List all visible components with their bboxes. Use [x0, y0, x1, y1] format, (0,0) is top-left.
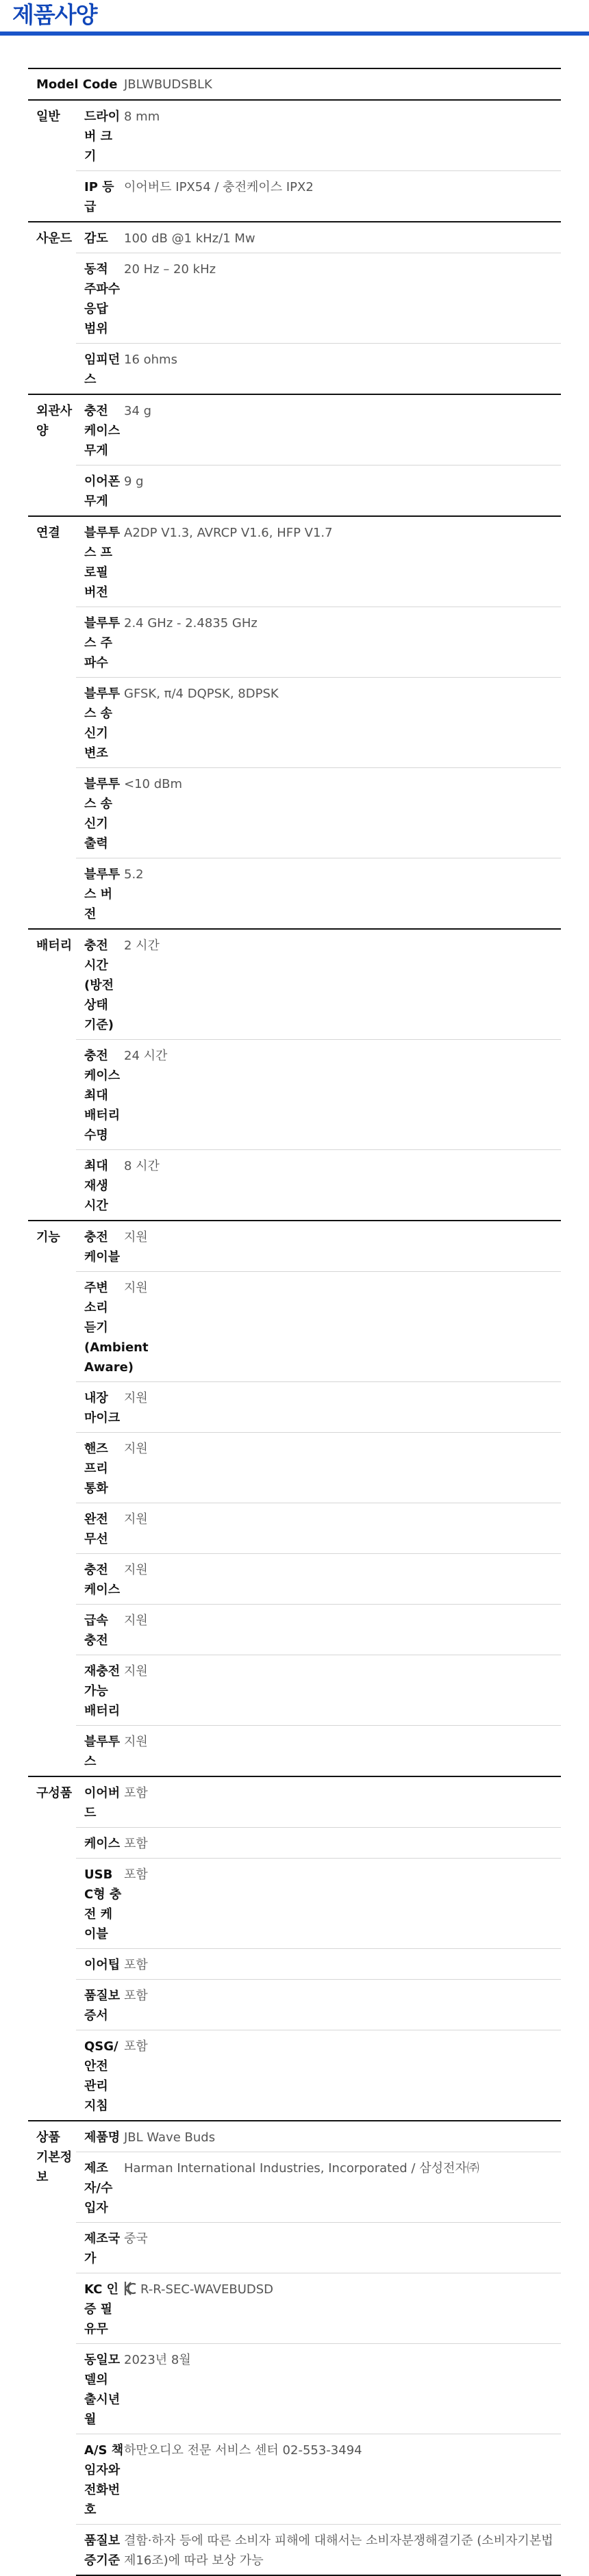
- spec-value: 2 시간: [124, 929, 561, 1040]
- spec-label: 이어버드: [76, 1776, 124, 1828]
- spec-category: 연결: [28, 516, 76, 929]
- spec-value: 지원: [124, 1605, 561, 1655]
- spec-row-model-code: [28, 68, 561, 100]
- spec-value: 포함: [124, 1776, 561, 1828]
- spec-row: [28, 1272, 561, 1382]
- spec-category: 상품 기본정보: [28, 2121, 76, 2575]
- spec-value: 8 시간: [124, 1150, 561, 1221]
- spec-value: JBLWBUDSBLK: [124, 68, 561, 100]
- spec-label: 동적 주파수 응답 범위: [76, 253, 124, 344]
- spec-row: [28, 1859, 561, 1949]
- spec-row: [28, 1980, 561, 2030]
- spec-row: [28, 516, 561, 607]
- spec-value: 34 g: [124, 394, 561, 466]
- spec-row: [28, 929, 561, 1040]
- spec-row: [28, 100, 561, 171]
- spec-label: USB C형 충전 케이블: [76, 1859, 124, 1949]
- spec-value: 24 시간: [124, 1040, 561, 1150]
- spec-row: [28, 768, 561, 858]
- spec-value: [124, 2273, 561, 2344]
- spec-value: <10 dBm: [124, 768, 561, 858]
- spec-label: 내장 마이크: [76, 1382, 124, 1433]
- spec-label: 완전 무선: [76, 1503, 124, 1554]
- spec-value: GFSK, π/4 DQPSK, 8DPSK: [124, 678, 561, 768]
- spec-row: [28, 1382, 561, 1433]
- spec-label: 이어팁: [76, 1949, 124, 1980]
- spec-value: 지원: [124, 1272, 561, 1382]
- spec-row: [28, 607, 561, 678]
- spec-row: [28, 466, 561, 517]
- spec-row: [28, 678, 561, 768]
- spec-label: 블루투스 송신기 변조: [76, 678, 124, 768]
- spec-category: 구성품: [28, 1776, 76, 2121]
- spec-value: 포함: [124, 2030, 561, 2121]
- spec-category: 외관사양: [28, 394, 76, 516]
- page-title: 제품사양: [12, 1, 97, 28]
- spec-label: KC 인증 필 유무: [76, 2273, 124, 2344]
- spec-row: [28, 2223, 561, 2273]
- spec-value: JBL Wave Buds: [124, 2121, 561, 2152]
- spec-label: 재충전 가능 배터리: [76, 1655, 124, 1726]
- spec-row: [28, 171, 561, 222]
- spec-category: 사운드: [28, 222, 76, 394]
- spec-value: Harman International Industries, Incorporated / 삼성전자㈜: [124, 2152, 561, 2223]
- spec-label: 제조국가: [76, 2223, 124, 2273]
- spec-row: [28, 1433, 561, 1503]
- spec-row: [28, 2525, 561, 2576]
- spec-value: 8 mm: [124, 100, 561, 171]
- spec-category: 일반: [28, 100, 76, 222]
- spec-label: IP 등급: [76, 171, 124, 222]
- spec-value: 2.4 GHz - 2.4835 GHz: [124, 607, 561, 678]
- spec-label: 블루투스 프로필 버전: [76, 516, 124, 607]
- spec-value: 포함: [124, 1859, 561, 1949]
- spec-value: 100 dB @1 kHz/1 Mw: [124, 222, 561, 253]
- spec-row: [28, 1554, 561, 1605]
- spec-label: 충전 케이스: [76, 1554, 124, 1605]
- spec-value: 지원: [124, 1655, 561, 1726]
- spec-label: Model Code: [28, 68, 124, 100]
- spec-value: 결함·하자 등에 따른 소비자 피해에 대해서는 소비자분쟁해결기준 (소비자기본법 제16조)에 따라 보상 가능: [124, 2525, 561, 2576]
- spec-label: 블루투스 송신기 출력: [76, 768, 124, 858]
- spec-value: 지원: [124, 1382, 561, 1433]
- spec-row: [28, 1776, 561, 1828]
- spec-value: 지원: [124, 1221, 561, 1272]
- spec-value: 포함: [124, 1980, 561, 2030]
- spec-row: [28, 2121, 561, 2152]
- spec-row: [28, 1040, 561, 1150]
- spec-value: 이어버드 IPX54 / 충전케이스 IPX2: [124, 171, 561, 222]
- spec-value: 지원: [124, 1726, 561, 1777]
- spec-value: 2023년 8월: [124, 2344, 561, 2434]
- spec-value: 9 g: [124, 466, 561, 517]
- kc-certification-number: R-R-SEC-WAVEBUDSD: [140, 2282, 274, 2297]
- spec-label: 품질보증서: [76, 1980, 124, 2030]
- spec-label: 주변 소리 듣기(Ambient Aware): [76, 1272, 124, 1382]
- spec-label: 드라이버 크기: [76, 100, 124, 171]
- spec-label: QSG/안전 관리 지침: [76, 2030, 124, 2121]
- spec-label: 블루투스 주파수: [76, 607, 124, 678]
- spec-value: 16 ohms: [124, 344, 561, 395]
- spec-row: [28, 1221, 561, 1272]
- spec-row: [28, 2030, 561, 2121]
- page-header: [0, 0, 589, 36]
- spec-row: [28, 2344, 561, 2434]
- spec-label: 충전 케이스 무게: [76, 394, 124, 466]
- spec-row: [28, 1503, 561, 1554]
- spec-label: A/S 책임자와 전화번호: [76, 2434, 124, 2525]
- spec-value: A2DP V1.3, AVRCP V1.6, HFP V1.7: [124, 516, 561, 607]
- spec-label: 핸즈 프리 통화: [76, 1433, 124, 1503]
- spec-row: [28, 253, 561, 344]
- spec-label: 급속 충전: [76, 1605, 124, 1655]
- spec-value: 중국: [124, 2223, 561, 2273]
- spec-row: [28, 1655, 561, 1726]
- spec-row: [28, 2152, 561, 2223]
- spec-row: [28, 2273, 561, 2344]
- spec-label: 충전 시간(방전 상태 기준): [76, 929, 124, 1040]
- spec-label: 동일모델의 출시년월: [76, 2344, 124, 2434]
- spec-row: [28, 2434, 561, 2525]
- spec-value: 포함: [124, 1828, 561, 1859]
- spec-value: 지원: [124, 1433, 561, 1503]
- spec-label: 블루투스 버전: [76, 858, 124, 930]
- spec-label: 임피던스: [76, 344, 124, 395]
- spec-label: 블루투스: [76, 1726, 124, 1777]
- spec-label: 충전 케이블: [76, 1221, 124, 1272]
- spec-category: 기능: [28, 1221, 76, 1776]
- spec-value: 5.2: [124, 858, 561, 930]
- spec-label: 제조자/수입자: [76, 2152, 124, 2223]
- spec-label: 케이스: [76, 1828, 124, 1859]
- spec-value: 20 Hz – 20 kHz: [124, 253, 561, 344]
- spec-row: [28, 1150, 561, 1221]
- spec-row: [28, 1726, 561, 1777]
- spec-value: 지원: [124, 1503, 561, 1554]
- spec-value: 하만오디오 전문 서비스 센터 02-553-3494: [124, 2434, 561, 2525]
- spec-value: 지원: [124, 1554, 561, 1605]
- spec-category: 배터리: [28, 929, 76, 1221]
- spec-row: [28, 344, 561, 395]
- spec-label: 최대 재생 시간: [76, 1150, 124, 1221]
- spec-label: 충전 케이스 최대 배터리 수명: [76, 1040, 124, 1150]
- spec-label: 이어폰 무게: [76, 466, 124, 517]
- spec-table-body: [28, 68, 561, 2575]
- spec-label: 품질보증기준: [76, 2525, 124, 2576]
- spec-row: [28, 858, 561, 930]
- spec-row: [28, 1605, 561, 1655]
- kc-certification-icon: [124, 2280, 136, 2297]
- spec-label: 제품명: [76, 2121, 124, 2152]
- spec-row: [28, 1828, 561, 1859]
- spec-table: [28, 68, 561, 2576]
- spec-row: [28, 222, 561, 253]
- spec-row: [28, 394, 561, 466]
- spec-row: [28, 1949, 561, 1980]
- spec-value: 포함: [124, 1949, 561, 1980]
- spec-label: 감도: [76, 222, 124, 253]
